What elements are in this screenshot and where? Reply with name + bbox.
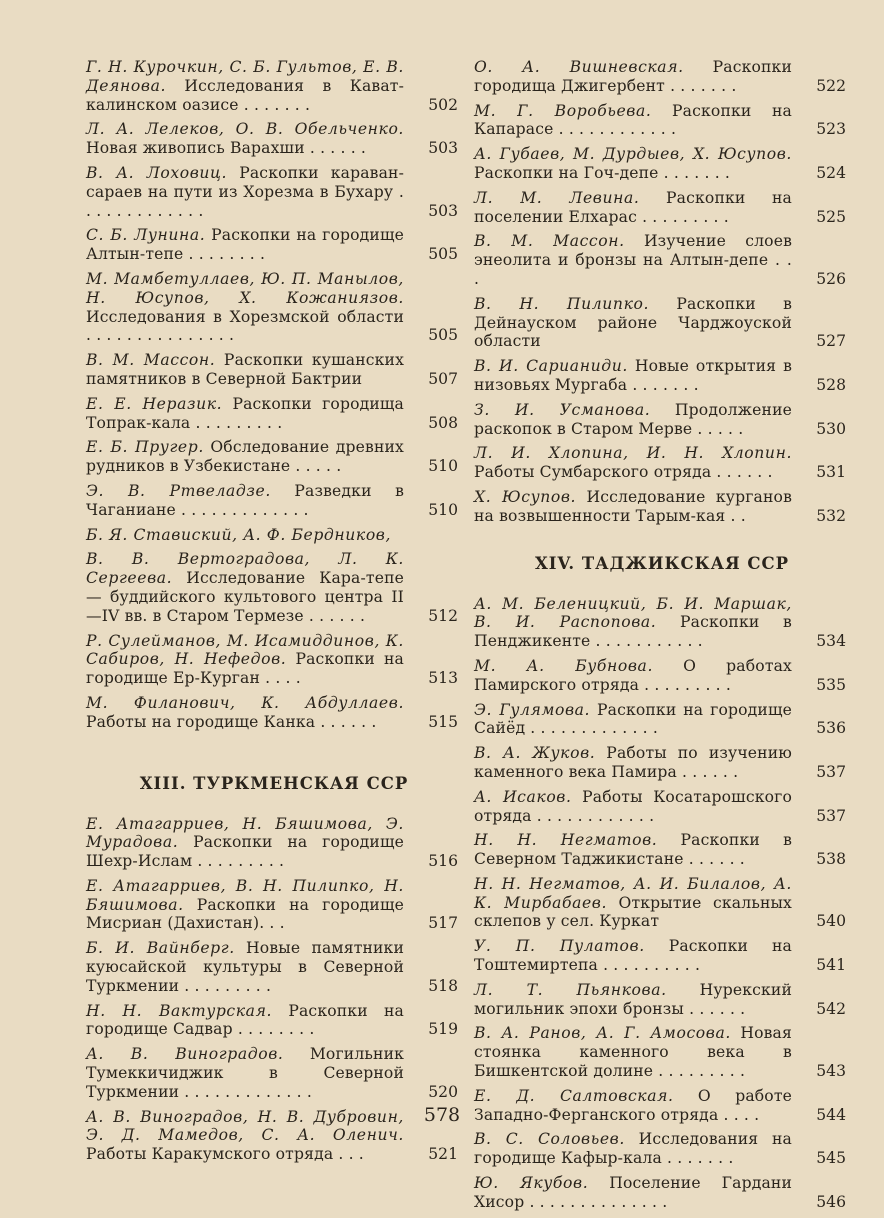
toc-entry — [474, 232, 850, 288]
entry-title: О работах Памирского отряда . . . . . . . . . — [474, 656, 792, 694]
entry-text — [86, 939, 404, 995]
toc-entry — [86, 815, 462, 871]
entry-title: Раскопки на городище Садвар . . . . . . . . — [86, 1001, 404, 1039]
entry-authors: А. В. Виноградов, Н. В. Дубровин, Э. Д. Мамедов, С. А. Оленич. — [86, 1107, 404, 1145]
entry-page: 507 — [428, 369, 458, 388]
left-entry-list — [86, 58, 462, 732]
entry-page: 526 — [816, 269, 846, 288]
entry-page: 525 — [816, 207, 846, 226]
entry-authors: Л. Т. Пьянкова. — [474, 980, 667, 999]
entry-title: Раскопки на городище Шехр-Ислам . . . . . . . . . — [86, 833, 404, 871]
entry-title: Раскопки в Северном Таджикистане . . . . . . — [474, 831, 792, 869]
entry-text — [86, 877, 404, 933]
entry-text — [474, 1024, 792, 1080]
entry-title: Открытие скальных склепов у сел. Куркат — [474, 893, 793, 931]
entry-title: Исследования в Кават-калинском оазисе . . . . . . . — [86, 76, 404, 114]
entry-authors: А. Губаев, М. Дурдыев, Х. Юсупов. — [474, 145, 792, 164]
entry-authors: Е. Е. Неразик. — [86, 394, 223, 413]
entry-page: 538 — [816, 850, 846, 869]
entry-title: Раскопки на городище Ер-Курган . . . . — [86, 650, 404, 688]
entry-authors: Ю. Якубов. — [474, 1174, 589, 1193]
entry-page: 527 — [816, 332, 846, 351]
entry-text — [474, 701, 792, 739]
toc-entry — [474, 831, 850, 869]
entry-page: 520 — [428, 1082, 458, 1101]
entry-text — [474, 189, 792, 227]
entry-authors: З. И. Усманова. — [474, 400, 651, 419]
entry-page: 528 — [816, 375, 846, 394]
entry-authors: Э. Гулямова. — [474, 700, 591, 719]
entry-authors: В. И. Сарианиди. — [474, 357, 628, 376]
toc-entry — [474, 1024, 850, 1080]
entry-text — [474, 357, 792, 395]
entry-authors: У. П. Пулатов. — [474, 937, 645, 956]
entry-authors: В. Н. Пилипко. — [474, 294, 650, 313]
toc-entry — [474, 1174, 850, 1212]
toc-entry — [86, 482, 462, 520]
entry-authors: В. А. Лоховиц. — [86, 163, 228, 182]
section-heading-turkmen: XIII. ТУРКМЕНСКАЯ ССР — [139, 773, 409, 793]
entry-title: Исследование курганов на возвышенности Тарым-кая . . — [474, 487, 793, 525]
entry-text — [474, 444, 792, 482]
toc-entry — [86, 939, 462, 995]
entry-authors: М. Филанович, К. Абдуллаев. — [86, 693, 404, 712]
entry-authors: В. А. Ранов, А. Г. Амосова. — [474, 1024, 731, 1043]
entry-text — [86, 351, 404, 389]
entry-title: Новая живопись Варахши . . . . . . — [86, 139, 367, 158]
entry-authors: Б. Я. Ставиский, А. Ф. Бердников, — [86, 525, 392, 544]
entry-text — [86, 58, 404, 114]
entry-title: Работы Сумбарского отряда . . . . . . — [474, 463, 773, 482]
entry-text — [86, 694, 404, 732]
entry-title: Раскопки на Гоч-депе . . . . . . . — [474, 163, 731, 182]
entry-text — [474, 58, 792, 96]
entry-page: 513 — [428, 669, 458, 688]
entry-authors: Н. Н. Вактурская. — [86, 1001, 273, 1020]
entry-text — [86, 1045, 404, 1101]
entry-authors: В. М. Массон. — [474, 232, 625, 251]
entry-page: 535 — [816, 675, 846, 694]
entry-page: 523 — [816, 120, 846, 139]
entry-authors: В. М. Массон. — [86, 351, 216, 370]
entry-page: 512 — [428, 606, 458, 625]
entry-text — [474, 1174, 792, 1212]
entry-text — [474, 981, 792, 1019]
entry-page: 530 — [816, 419, 846, 438]
entry-title: Раскопки на поселении Елхарас . . . . . . . . . — [474, 188, 792, 226]
entry-page: 521 — [428, 1145, 458, 1164]
entry-authors: В. В. Вертоградова, Л. К. Сергеева. — [86, 550, 404, 588]
section-heading-tajik: XIV. ТАДЖИКСКАЯ ССР — [534, 553, 790, 573]
entry-page: 505 — [428, 326, 458, 345]
toc-entry — [86, 694, 462, 732]
entry-authors: Е. Б. Пругер. — [86, 438, 204, 457]
entry-page: 515 — [428, 712, 458, 731]
entry-text — [86, 120, 404, 158]
entry-text — [474, 657, 792, 695]
entry-page: 503 — [428, 139, 458, 158]
toc-entry — [474, 701, 850, 739]
entry-page: 532 — [816, 506, 846, 525]
entry-title: Обследование древних рудников в Узбекистане . . . . . — [86, 438, 404, 476]
entry-page: 542 — [816, 999, 846, 1018]
entry-title: Могильник Тумеккичиджик в Северной Туркмении . . . . . . . . . . . . . — [86, 1045, 405, 1101]
entry-page: 537 — [816, 806, 846, 825]
toc-entry — [86, 1002, 462, 1040]
entry-authors: Л. И. Хлопина, И. Н. Хлопин. — [474, 444, 792, 463]
toc-entry — [474, 58, 850, 96]
entry-page: 518 — [428, 976, 458, 995]
entry-page: 519 — [428, 1020, 458, 1039]
toc-entry — [474, 444, 850, 482]
entry-page: 510 — [428, 500, 458, 519]
entry-title: Новые памятники куюсайской культуры в Северной Туркмении . . . . . . . . . — [86, 939, 405, 995]
toc-entry — [86, 438, 462, 476]
entry-title: Новая стоянка каменного века в Бишкентской долине . . . . . . . . . — [474, 1024, 792, 1081]
entry-authors: Е. Атагарриев, В. Н. Пилипко, Н. Бяшимова. — [86, 876, 404, 914]
entry-page: 502 — [428, 95, 458, 114]
toc-entry — [86, 1045, 462, 1101]
entry-text — [86, 395, 404, 433]
entry-title: Работы на городище Канка . . . . . . — [86, 712, 377, 731]
toc-entry — [86, 877, 462, 933]
entry-text — [474, 295, 792, 351]
entry-authors: М. Г. Воробьева. — [474, 101, 652, 120]
toc-entry — [86, 395, 462, 433]
entry-title: Раскопки в Дейнауском районе Чарджоуской области — [474, 294, 792, 351]
entry-text — [474, 1130, 792, 1168]
right-entry-list — [474, 58, 850, 526]
entry-authors: Е. Атагарриев, Н. Бяшимова, Э. Мурадова. — [86, 814, 404, 852]
entry-page: 544 — [816, 1105, 846, 1124]
entry-page: 545 — [816, 1149, 846, 1168]
toc-entry — [474, 488, 850, 526]
entry-text — [474, 744, 792, 782]
entry-page: 508 — [428, 413, 458, 432]
entry-title: О работе Западно-Ферганского отряда . . . . — [474, 1086, 792, 1124]
entry-text — [86, 270, 404, 345]
entry-title: Раскопки на городище Мисриан (Дахистан). . . — [86, 895, 404, 933]
entry-text — [86, 164, 404, 220]
toc-entry — [86, 164, 462, 220]
entry-authors: Н. Н. Негматов. — [474, 831, 658, 850]
entry-page: 536 — [816, 719, 846, 738]
entry-authors: Б. И. Вайнберг. — [86, 939, 235, 958]
toc-entry — [86, 526, 462, 545]
entry-title: Работы Косатарошского отряда . . . . . . . . . . . . — [474, 787, 792, 825]
toc-entry — [86, 550, 462, 625]
entry-page: 546 — [816, 1192, 846, 1211]
toc-entry — [474, 189, 850, 227]
entry-page: 503 — [428, 201, 458, 220]
entry-title: Исследования на городище Кафыр-кала . . . . . . . — [474, 1130, 792, 1168]
entry-authors: Е. Д. Салтовская. — [474, 1086, 674, 1105]
entry-title: Раскопки караван-сараев на пути из Хорезма в Бухару . . . . . . . . . . . . . — [86, 163, 404, 220]
entry-text — [86, 632, 404, 688]
entry-page: 531 — [816, 463, 846, 482]
entry-authors: С. Б. Лунина. — [86, 226, 206, 245]
entry-title: Раскопки кушанских памятников в Северной Бактрии — [86, 351, 405, 388]
entry-page: 534 — [816, 632, 846, 651]
toc-entry — [474, 295, 850, 351]
entry-page: 522 — [816, 76, 846, 95]
entry-page: 510 — [428, 457, 458, 476]
entry-authors: В. А. Жуков. — [474, 744, 596, 763]
entry-title: Раскопки на городище Сайёд . . . . . . . . . . . . . — [474, 700, 792, 738]
entry-text — [474, 595, 792, 651]
toc-entry — [474, 401, 850, 439]
entry-text — [86, 526, 404, 545]
entry-page: 524 — [816, 163, 846, 182]
entry-text — [86, 550, 404, 625]
toc-entry — [474, 595, 850, 651]
entry-title: Нурекский могильник эпохи бронзы . . . . . . — [474, 980, 792, 1018]
entry-authors: Э. В. Ртвеладзе. — [86, 481, 271, 500]
entry-title: Раскопки на городище Алтын-тепе . . . . . . . . — [86, 226, 404, 264]
toc-entry — [474, 788, 850, 826]
entry-text — [474, 102, 792, 140]
entry-title: Исследование Кара-тепе — буддийского культового центра II—IV вв. в Старом Термезе . . . . . . — [86, 569, 404, 625]
entry-authors: М. Мамбетуллаев, Ю. П. Манылов, Н. Юсупов, Х. Кожаниязов. — [86, 269, 404, 307]
entry-page: 541 — [816, 956, 846, 975]
toc-entry — [474, 744, 850, 782]
toc-entry — [86, 120, 462, 158]
entry-page: 517 — [428, 914, 458, 933]
entry-authors: Л. А. Лелеков, О. В. Обельченко. — [86, 120, 404, 139]
entry-authors: А. М. Беленицкий, Б. И. Маршак, В. И. Распопова. — [474, 594, 792, 632]
toc-entry — [474, 937, 850, 975]
right-column — [474, 58, 850, 1218]
entry-authors: Л. М. Левина. — [474, 188, 640, 207]
entry-page: 516 — [428, 852, 458, 871]
entry-title: Новые открытия в низовьях Мургаба . . . . . . . — [474, 357, 792, 394]
entry-page: 505 — [428, 245, 458, 264]
entry-authors: Х. Юсупов. — [474, 487, 577, 506]
entry-title: Раскопки городища Топрак-кала . . . . . . . . . — [86, 394, 405, 432]
entry-text — [86, 482, 404, 520]
entry-authors: О. А. Вишневская. — [474, 58, 684, 76]
entry-text — [474, 488, 792, 526]
entry-page: 543 — [816, 1062, 846, 1081]
entry-title: Раскопки на Тоштемиртепа . . . . . . . . . . — [474, 937, 792, 975]
entry-text — [474, 937, 792, 975]
entry-authors: А. Исаков. — [474, 787, 572, 806]
entry-text — [86, 438, 404, 476]
toc-entry — [474, 102, 850, 140]
toc-entry — [474, 981, 850, 1019]
toc-entry — [474, 145, 850, 183]
toc-entry — [86, 226, 462, 264]
entry-title: Раскопки в Пенджикенте . . . . . . . . . . . — [474, 613, 792, 651]
entry-title: Продолжение раскопок в Старом Мерве . . . . . — [474, 400, 793, 438]
entry-authors: Н. Н. Негматов, А. И. Билалов, А. К. Мирбабаев. — [474, 874, 792, 912]
left-column — [86, 58, 462, 1170]
entry-text — [474, 788, 792, 826]
entry-title: Исследования в Хорезмской области . . . . . . . . . . . . . . . — [86, 307, 404, 345]
toc-entry — [86, 632, 462, 688]
toc-entry — [474, 657, 850, 695]
entry-title: Раскопки на Капарасе . . . . . . . . . . . . — [474, 101, 792, 139]
page-number: 578 — [423, 1104, 461, 1126]
entry-title: Поселение Гардани Хисор . . . . . . . . . . . . . . — [474, 1174, 792, 1211]
toc-entry — [86, 58, 462, 114]
entry-text — [86, 1002, 404, 1040]
entry-title: Раскопки городища Джигербент . . . . . . . — [474, 58, 792, 95]
entry-authors: В. С. Соловьев. — [474, 1130, 625, 1149]
entry-title: Работы по изучению каменного века Памира . . . . . . — [474, 744, 792, 781]
entry-authors: А. В. Виноградов. — [86, 1045, 284, 1064]
entry-text — [474, 875, 792, 931]
entry-title: Работы Каракумского отряда . . . — [86, 1145, 364, 1164]
toc-entry — [474, 357, 850, 395]
entry-text — [86, 815, 404, 871]
entry-text — [474, 232, 792, 288]
entry-title: Разведки в Чаганиане . . . . . . . . . . . . . — [86, 481, 405, 519]
entry-text — [474, 831, 792, 869]
entry-title: Изучение слоев энеолита и бронзы на Алтын-депе . . . — [474, 232, 792, 288]
entry-authors: Г. Н. Курочкин, С. Б. Гультов, Е. В. Деянова. — [86, 58, 404, 95]
entry-text — [86, 226, 404, 264]
entry-authors: М. А. Бубнова. — [474, 656, 654, 675]
toc-entry — [474, 1130, 850, 1168]
entry-text — [474, 401, 792, 439]
entry-text — [474, 145, 792, 183]
toc-entry — [86, 351, 462, 389]
toc-entry — [86, 270, 462, 345]
entry-authors: Р. Сулейманов, М. Исамиддинов, К. Сабиров, Н. Нефедов. — [86, 631, 404, 669]
toc-entry — [474, 875, 850, 931]
entry-page: 540 — [816, 912, 846, 931]
entry-page: 537 — [816, 762, 846, 781]
